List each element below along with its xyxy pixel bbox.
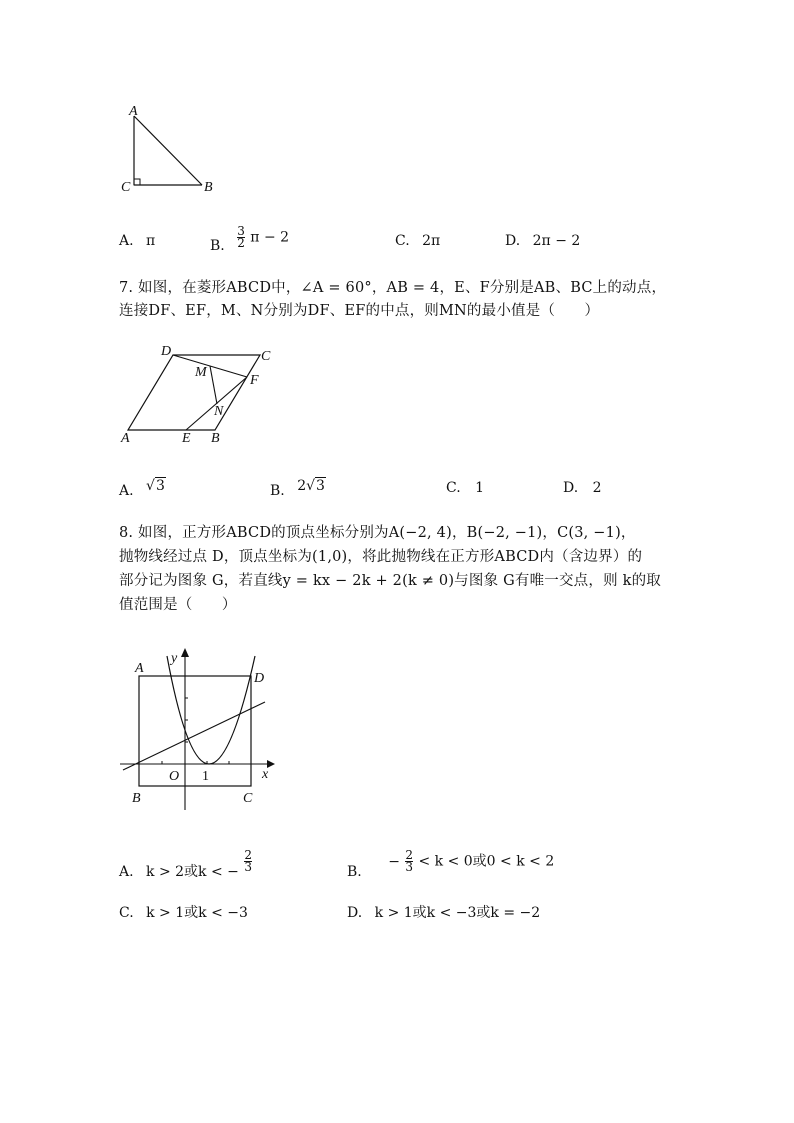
line-y-kx	[123, 702, 265, 770]
option-letter: A.	[119, 483, 134, 499]
q7-option-c[interactable]	[446, 479, 484, 497]
q6-triangle-figure	[110, 98, 230, 198]
q8-text-line3: 部分记为图象 G，若直线y = kx − 2k + 2(k ≠ 0)与图象 G有唯一交点，则 k的取	[119, 573, 661, 589]
q6-option-c[interactable]	[395, 232, 440, 250]
option-letter: A.	[119, 233, 134, 249]
option-value: k > 1或k < −3或k = −2	[374, 905, 541, 921]
option-value: π	[146, 233, 156, 249]
option-value: 2π − 2	[532, 233, 581, 249]
option-value: 2π	[422, 233, 441, 249]
label-c: C	[121, 180, 131, 195]
right-angle-marker	[134, 179, 140, 185]
option-letter: D.	[347, 905, 363, 921]
option-expression-pre: −	[388, 853, 400, 870]
q7-option-a[interactable]	[119, 477, 166, 499]
option-value: 2	[592, 480, 602, 496]
q7-text-line1: 7. 如图，在菱形ABCD中，∠A = 60°，AB = 4，E、F分别是AB、BC上的动点，	[119, 280, 667, 296]
radicand: 3	[316, 478, 325, 494]
label-y: y	[171, 651, 178, 666]
option-letter: C.	[119, 905, 134, 921]
option-value: π − 2	[250, 229, 290, 246]
q7-text-line2: 连接DF、EF，M、N分别为DF、EF的中点，则MN的最小值是（ ）	[119, 303, 600, 319]
fraction	[405, 850, 413, 873]
label-d: D	[254, 671, 265, 686]
radicand: 3	[155, 478, 165, 494]
label-m: M	[195, 365, 207, 380]
q8-option-a[interactable]	[119, 848, 253, 880]
q8-text-line1: 8. 如图，正方形ABCD的顶点坐标分别为A(−2, 4)，B(−2, −1)，C(3, −1)，	[119, 525, 636, 541]
label-d: D	[161, 344, 172, 359]
q7-option-b[interactable]	[270, 477, 326, 499]
sqrt-expression: √3	[146, 478, 165, 494]
q7-option-d[interactable]	[563, 479, 602, 497]
label-o: O	[169, 769, 180, 784]
triangle-side-ab	[134, 116, 202, 185]
coefficient: 2	[297, 478, 307, 494]
parabola-curve	[167, 656, 255, 764]
label-b: B	[211, 431, 220, 446]
option-letter: B.	[347, 863, 362, 880]
option-letter: C.	[446, 480, 461, 496]
label-n: N	[214, 404, 224, 419]
fraction-numerator: 2	[244, 848, 252, 862]
label-a: A	[135, 661, 144, 676]
q6-option-a[interactable]	[119, 232, 155, 250]
q8-option-c[interactable]	[119, 904, 248, 922]
fraction-numerator: 2	[405, 848, 414, 862]
option-expression: k > 2或k < −	[146, 863, 239, 880]
label-x: x	[262, 767, 269, 782]
option-value: k > 1或k < −3	[146, 905, 248, 921]
q6-option-b[interactable]	[210, 224, 290, 254]
segment-mn	[210, 366, 217, 404]
option-letter: B.	[210, 237, 225, 254]
fraction	[244, 850, 252, 873]
q8-text-line2: 抛物线经过点 D，顶点坐标为(1,0)，将此抛物线在正方形ABCD内（含边界）的	[119, 549, 643, 565]
label-a: A	[129, 104, 138, 119]
fraction-numerator: 3	[237, 224, 245, 238]
q8-parabola-figure	[115, 640, 285, 810]
option-letter: B.	[270, 483, 285, 499]
fraction-denominator: 3	[405, 860, 414, 874]
label-one: 1	[202, 769, 209, 784]
label-c: C	[261, 349, 271, 364]
q8-text-line4: 值范围是（ ）	[119, 597, 237, 613]
option-expression-post: < k < 0或0 < k < 2	[418, 853, 555, 870]
q6-option-d[interactable]	[505, 232, 580, 250]
fraction-denominator: 2	[237, 236, 245, 250]
option-letter: D.	[563, 480, 579, 496]
rhombus-abcd	[128, 355, 260, 430]
sqrt-expression: √3	[306, 478, 325, 494]
label-f: F	[250, 373, 259, 388]
fraction	[237, 226, 245, 249]
q8-option-b[interactable]	[347, 848, 555, 880]
label-a: A	[121, 431, 130, 446]
fraction-denominator: 3	[244, 860, 252, 874]
option-letter: A.	[119, 863, 134, 880]
q7-rhombus-figure	[115, 340, 285, 450]
label-b: B	[204, 180, 213, 195]
option-letter: D.	[505, 233, 521, 249]
option-value: 1	[475, 480, 485, 496]
q8-option-d[interactable]	[347, 904, 540, 922]
y-axis-arrow	[181, 648, 189, 657]
label-b: B	[132, 791, 141, 806]
option-letter: C.	[395, 233, 410, 249]
label-e: E	[182, 431, 191, 446]
label-c: C	[243, 791, 253, 806]
